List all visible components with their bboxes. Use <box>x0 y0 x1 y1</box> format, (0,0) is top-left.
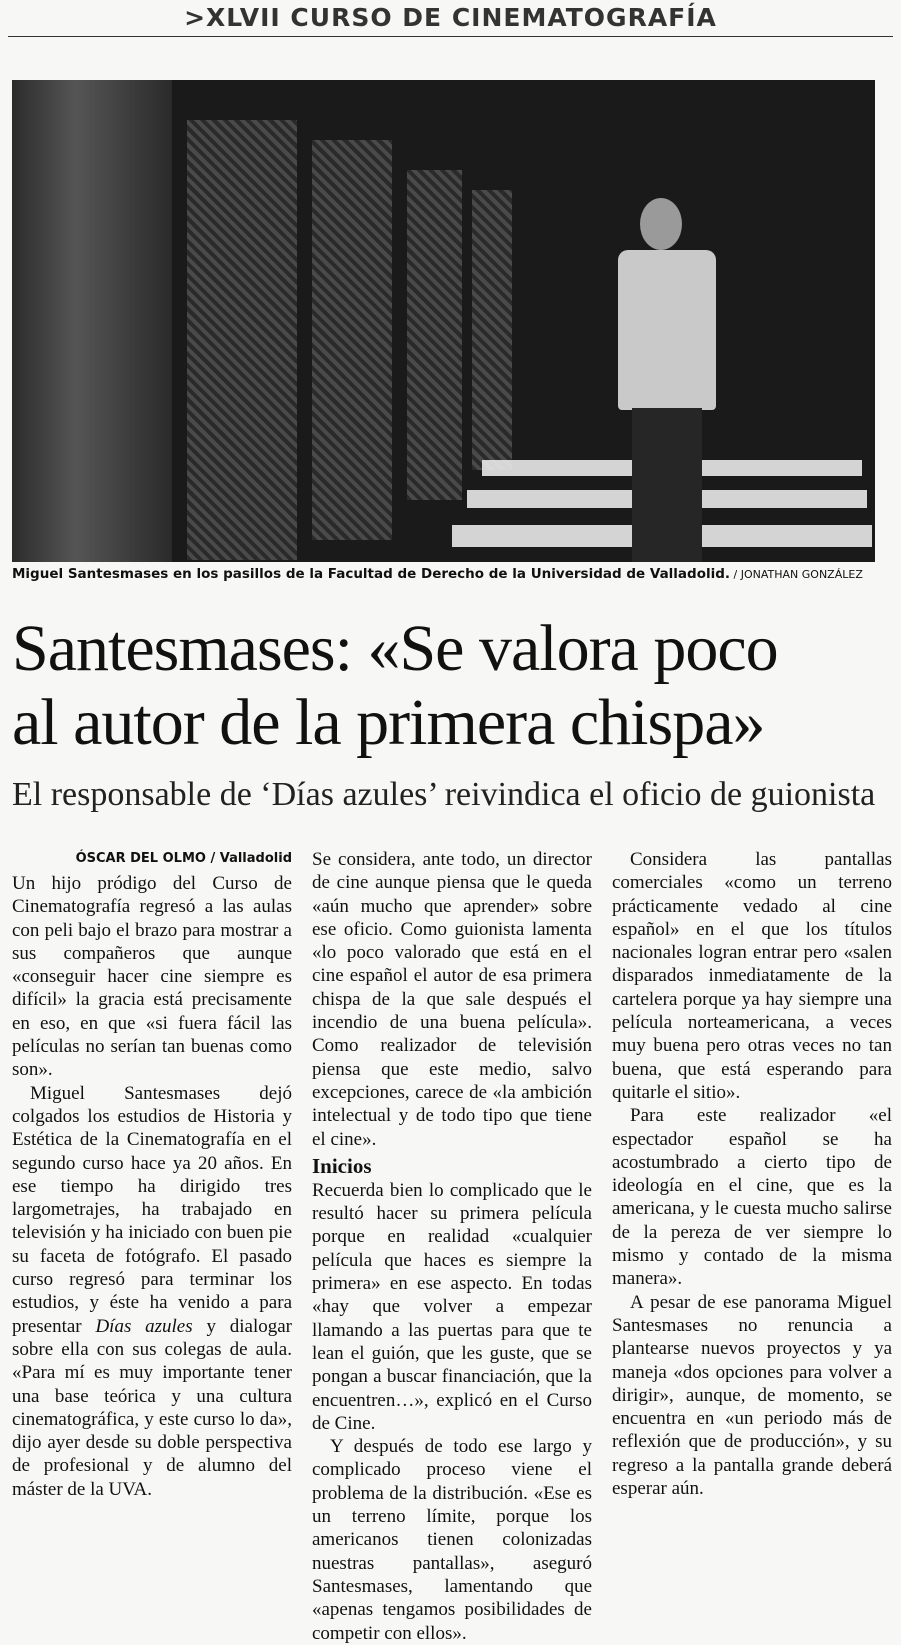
paragraph: Y después de todo ese largo y complicado proceso viene el problema de la distribución. «Ese es un terreno límite, porque los americanos tienen colonizadas nuestras pantallas», aseguró Santesmases, lamentando que «apenas tengamos posibilidades de competir con ellos». <box>312 1436 592 1644</box>
photo-person <box>612 198 722 562</box>
headline-line: al autor de la primera chispa» <box>12 686 765 759</box>
headline-line: Santesmases: «Se valora poco <box>12 612 778 685</box>
subheading: Inicios <box>312 1153 372 1178</box>
photo-credit: / JONATHAN GONZÁLEZ <box>730 568 863 581</box>
paragraph: Se considera, ante todo, un director de cine aunque piensa que le queda «aún mucho que aprender» sobre ese oficio. Como guionista lamenta «lo poco valorado que está en el cine español el autor de esa primera chispa de la que sale después el incendio de una buena película». Como realizador de televisión piensa que este medio, salvo excepciones, carece de «la ambición intelectual y de todo tipo que tiene el cine». <box>312 849 592 1150</box>
article-photo <box>12 80 875 562</box>
paragraph: A pesar de ese panorama Miguel Santesmases no renuncia a plantearse nuevos proyectos y ya maneja «dos opciones para volver a dirigir», aunque, de momento, se encuentra en «un periodo más de reflexión que de producción», y su regreso a la pantalla grande deberá esperar aún. <box>612 1291 892 1500</box>
photo-tile-panel <box>472 190 512 470</box>
section-header <box>0 0 901 40</box>
byline: ÓSCAR DEL OLMO / Valladolid <box>75 851 292 866</box>
article-column-3 <box>612 848 892 1500</box>
headline <box>12 612 892 760</box>
article-column-1 <box>12 848 292 1501</box>
photo-tile-panel <box>407 170 462 500</box>
photo-tile-panel <box>312 140 392 540</box>
photo-window <box>12 80 172 562</box>
section-title: >XLVII CURSO DE CINEMATOGRAFÍA <box>184 3 717 32</box>
paragraph: Considera las pantallas comerciales «como un terreno prácticamente vedado al cine español» en el que los títulos nacionales logran entrar pero «salen disparados inmediatamente de la cartelera porque ya hay siempre una película norteamericana, a veces muy buena pero otras veces no tan buena, que está esperando para quitarle el sitio». <box>612 849 892 1103</box>
paragraph: Un hijo pródigo del Curso de Cinematografía regresó a las aulas con peli bajo el brazo para mostrar a sus compañeros que aunque «conseguir hacer cine siempre es difícil» la gracia está precisamente en eso, en que «si fuera fácil las películas no serían tan buenas como son». <box>12 873 292 1081</box>
paragraph: Recuerda bien lo complicado que le resultó hacer su primera película porque en realidad «cualquier película que haces es siempre la primera» en ese aspecto. En todas «hay que volver a empezar llamando a las puertas para que te lean el guión, que les guste, que se pongan a buscar financiación, que la encuentren…», explicó en el Curso de Cine. <box>312 1179 592 1434</box>
film-title: Días azules <box>95 1315 193 1337</box>
section-rule <box>8 36 893 37</box>
caption-text: Miguel Santesmases en los pasillos de la Facultad de Derecho de la Universidad de Valladolid. <box>12 566 731 582</box>
photo-tile-panel <box>187 120 297 560</box>
paragraph: Miguel Santesmases dejó colgados los estudios de Historia y Estética de la Cinematografía en el segundo curso hace ya 20 años. En ese tiempo ha dirigido tres largometrajes, ha trabajado en televisión y ha iniciado con buen pie su faceta de fotógrafo. El pasado curso regresó para terminar los estudios, y éste ha venido a para presentar Días azules y dialogar sobre ella con sus colegas de aula. «Para mí es muy importante tener una base teórica y una cultura cinematográfica, y este curso lo da», dijo ayer desde su doble perspectiva de profesional y de alumno del máster de la UVA. <box>12 1082 292 1500</box>
subheadline: El responsable de ‘Días azules’ reivindica el oficio de guionista <box>12 776 876 813</box>
article-column-2 <box>312 848 592 1645</box>
photo-caption <box>12 566 892 582</box>
paragraph: Para este realizador «el espectador español se ha acostumbrado a cierto tipo de ideología en el cine, que es la americana, y le cuesta mucho salirse de la pereza de ver siempre lo mismo y contado de la misma manera». <box>612 1105 892 1290</box>
